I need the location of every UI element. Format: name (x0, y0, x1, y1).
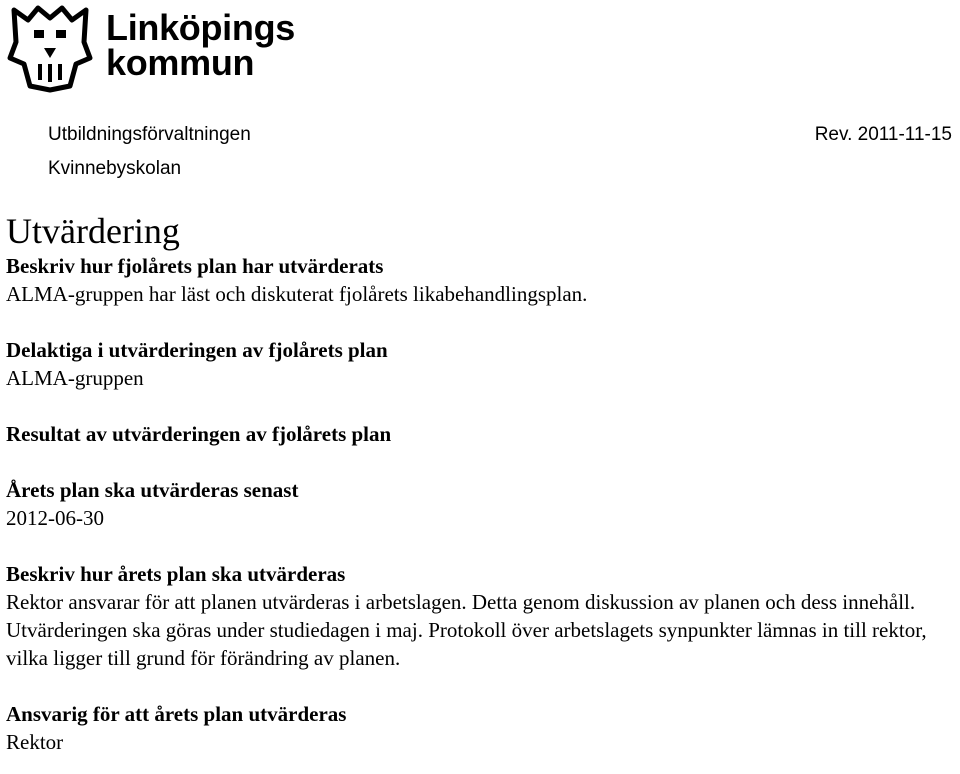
linkoping-lion-logo (4, 2, 96, 94)
organization-name: Utbildningsförvaltningen (48, 124, 251, 145)
section-label: Beskriv hur fjolårets plan har utvärderats (6, 254, 384, 278)
revision-date: Rev. 2011-11-15 (814, 124, 952, 145)
document-body (6, 210, 956, 756)
document-title: Utvärdering (6, 211, 180, 251)
section-evaluation-method (6, 252, 956, 308)
section-text: 2012-06-30 (6, 506, 104, 530)
section-label: Beskriv hur årets plan ska utvärderas (6, 562, 346, 586)
section-participants (6, 336, 956, 392)
section-text: ALMA-gruppen (6, 366, 144, 390)
section-text: Rektor ansvarar för att planen utvärderas i arbetslagen. Detta genom diskussion av planen och dess innehåll. Utvärderingen ska göras under studiedagen i maj. Protokoll över arbetslagets synpunkter lämnas in till rektor, vilka ligger till grund för förändring av planen. (6, 590, 927, 670)
section-text: Rektor (6, 730, 64, 754)
section-responsible (6, 700, 956, 756)
section-how-to-evaluate (6, 560, 956, 672)
school-name: Kvinnebyskolan (48, 158, 182, 179)
section-label: Resultat av utvärderingen av fjolårets plan (6, 422, 392, 446)
logo-text-line2: kommun (106, 42, 255, 83)
logo-text-line1: Linköpings (106, 7, 295, 48)
logo-wordmark (106, 7, 295, 83)
section-text: ALMA-gruppen har läst och diskuterat fjolårets likabehandlingsplan. (6, 282, 588, 306)
section-results (6, 420, 956, 448)
section-label: Årets plan ska utvärderas senast (6, 478, 299, 502)
section-label: Ansvarig för att årets plan utvärderas (6, 702, 347, 726)
section-label: Delaktiga i utvärderingen av fjolårets plan (6, 338, 388, 362)
section-deadline (6, 476, 956, 532)
